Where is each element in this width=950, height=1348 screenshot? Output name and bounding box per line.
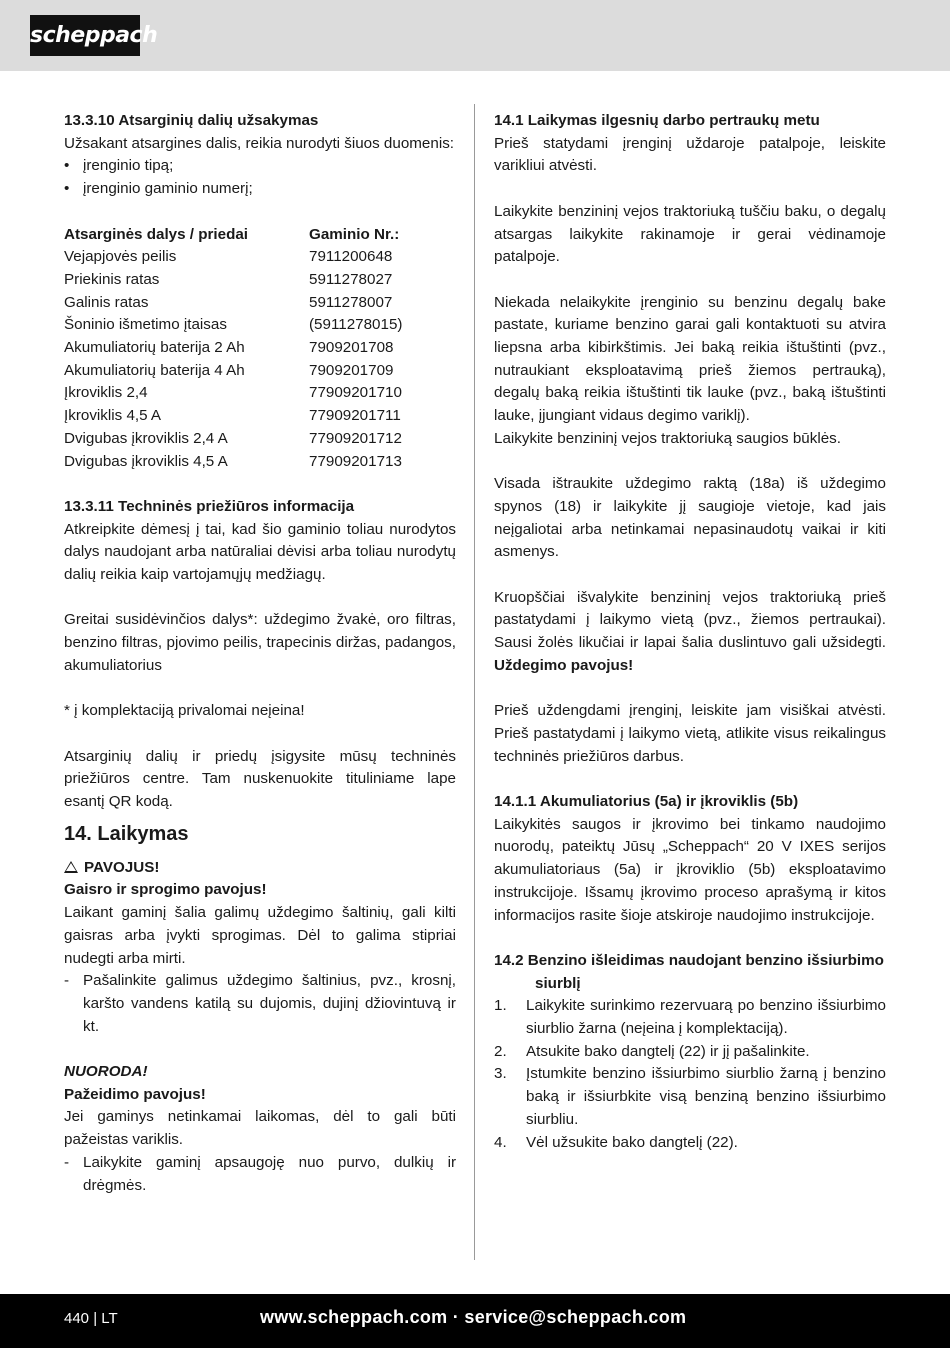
paragraph: Niekada nelaikykite įrenginio su benzinu degalų bake pastate, kuriame benzino garai gali kontaktuoti su atvira liepsna arba kibirkštimis. Jei baką reikia ištuštinti (pvz., nutraukiant eksploatavimą prieš žiemos pertrauką), degalų baką reikia ištuštinti tik lauke (pvz., baką ištuštinti lauke, įjungiant vidaus degimo variklį). xyxy=(494,293,886,425)
part-number: 77909201713 xyxy=(309,452,402,470)
danger-label: PAVOJUS! xyxy=(64,857,456,880)
paragraph: Greitai susidėvinčios dalys*: uždegimo žvakė, oro filtras, benzino filtras, pjovimo peilis, trapecinis diržas, padangos, akumuliatorius xyxy=(64,611,456,674)
paragraph: Jei gaminys netinkamai laikomas, dėl to gali būti pažeistas variklis. xyxy=(64,1108,456,1149)
section-title-battery: 14.1.1 Akumuliatorius (5a) ir įkroviklis (5b) xyxy=(494,793,799,810)
part-name: Įkroviklis 2,4 xyxy=(64,384,148,402)
paragraph: Prieš uždengdami įrenginį, leiskite jam visiškai atvėsti. Prieš pastatydami į laikymo vietą, atlikite visus reikalingus techninės priežiūros darbus. xyxy=(494,702,886,765)
right-column xyxy=(494,110,886,1154)
paragraph: Laikant gaminį šalia galimų uždegimo šaltinių, gali kilti gaisras arba įvykti sprogimas. Dėl to galima stipriai nudegti arba mirti. xyxy=(64,904,456,967)
section-title-petrol-drain: 14.2 Benzino išleidimas naudojant benzino išsiurbimo siurblį xyxy=(494,951,884,992)
paragraph: Laikykite benzininį vejos traktoriuką tuščiu baku, o degalų atsargas laikykite rakinamoje ir gerai vėdinamoje patalpoje. xyxy=(494,202,886,266)
part-name: Šoninio išmetimo įtaisas xyxy=(64,316,227,334)
danger-subtitle: Gaisro ir sprogimo pavojus! xyxy=(64,881,267,899)
numbered-item: 1. Laikykite surinkimo rezervuarą po benzino išsiurbimo siurblio žarna (neįeina į komplektaciją). xyxy=(494,997,886,1038)
part-number: 7909201709 xyxy=(309,361,394,379)
part-name: Akumuliatorių baterija 2 Ah xyxy=(64,339,245,357)
section-title-spare-parts: 13.3.10 Atsarginių dalių užsakymas xyxy=(64,112,319,129)
part-name: Akumuliatorių baterija 4 Ah xyxy=(64,361,245,379)
brand-logo: scheppach xyxy=(30,15,140,56)
numbered-item: 3. Įstumkite benzino išsiurbimo siurblio žarną į benzino baką ir išsiurbkite visą benziną benzino išsiurbimo siurbliu. xyxy=(494,1065,886,1128)
paragraph: Prieš statydami įrenginį uždaroje patalpoje, leiskite varikliui atvėsti. xyxy=(494,134,886,175)
warning-icon xyxy=(64,861,78,873)
page-header xyxy=(0,0,950,71)
paragraph: Atkreipkite dėmesį į tai, kad šio gaminio toliau nurodytos dalys naudojant arba natūraliai dėvisi arba toliau nurodytų dalių reikia kaip vartojamųjų medžiagų. xyxy=(64,520,456,584)
page-number: 440 | LT xyxy=(64,1310,118,1327)
section-title-maintenance: 13.3.11 Techninės priežiūros informacija xyxy=(64,497,355,515)
part-number: 77909201710 xyxy=(309,384,402,402)
part-number: 77909201711 xyxy=(309,407,401,425)
section-title-long-breaks: 14.1 Laikymas ilgesnių darbo pertraukų metu xyxy=(494,112,820,129)
footer-contact-link[interactable]: www.scheppach.com · service@scheppach.com xyxy=(260,1307,687,1327)
dash-item: - Laikykite gaminį apsaugoję nuo purvo, dulkių ir drėgmės. xyxy=(64,1153,456,1194)
parts-header-name: Atsarginės dalys / priedai xyxy=(64,225,249,243)
part-name: Galinis ratas xyxy=(64,293,149,311)
part-number: 77909201712 xyxy=(309,429,402,447)
paragraph: Kruopščiai išvalykite benzininį vejos traktoriuką prieš pastatydami į laikymo vietą (pvz., žiemos pertraukai). Sausi žolės likučiai ir lapai šalia duslintuvo gali užsidegti. Uždegimo pavojus! xyxy=(494,588,886,674)
part-name: Įkroviklis 4,5 A xyxy=(64,407,162,425)
parts-header-number: Gaminio Nr.: xyxy=(309,225,400,243)
page-footer xyxy=(0,1294,950,1348)
note-label: NUORODA! xyxy=(64,1063,148,1081)
part-number: 5911278027 xyxy=(309,270,393,288)
spare-parts-intro: Užsakant atsargines dalis, reikia nurodyti šiuos duomenis: xyxy=(64,134,455,152)
part-name: Dvigubas įkroviklis 4,5 A xyxy=(64,452,228,470)
part-number: 7909201708 xyxy=(309,339,394,357)
bullet-item: • įrenginio gaminio numerį; xyxy=(64,180,253,198)
paragraph: * į komplektaciją privalomai neįeina! xyxy=(64,702,305,720)
part-name: Dvigubas įkroviklis 2,4 A xyxy=(64,429,228,447)
paragraph: Atsarginių dalių ir priedų įsigysite mūsų techninės priežiūros centre. Tam nuskenuokite tituliniame lape esantį QR kodą. xyxy=(64,747,456,811)
paragraph: Visada ištraukite uždegimo raktą (18a) iš uždegimo spynos (18) ir laikykite jį saugioje vietoje, kad jais neįgaliotai arba netinkamai nepasinaudotų vaikai ir kiti asmenys. xyxy=(494,475,886,561)
part-name: Priekinis ratas xyxy=(64,270,160,288)
part-number: (5911278015) xyxy=(309,316,403,334)
left-column xyxy=(64,110,456,1197)
part-name: Vejapjovės peilis xyxy=(64,248,177,266)
column-divider xyxy=(474,104,475,1260)
part-number: 5911278007 xyxy=(309,293,393,311)
numbered-item: 2. Atsukite bako dangtelį (22) ir jį pašalinkite. xyxy=(494,1042,810,1060)
paragraph: Laikykite benzininį vejos traktoriuką saugios būklės. xyxy=(494,429,841,447)
paragraph: Laikykitės saugos ir įkrovimo bei tinkamo naudojimo nuorodų, pateiktų Jūsų „Scheppach“ 20 V IXES serijos akumuliatoriaus (5a) ir įkroviklio (5b) eksploatavimo instrukcijoje. Išsamų įkrovimo proceso aprašymą ir kitos informacijos rasite šioje atskiroje naudojimo instrukcijoje. xyxy=(494,815,886,924)
part-number: 7911200648 xyxy=(309,248,393,266)
chapter-title-storage: 14. Laikymas xyxy=(64,822,189,845)
dash-item: - Pašalinkite galimus uždegimo šaltinius, pvz., krosnį, karšto vandens katilą su dujomis, dujinį džiovintuvą ir kt. xyxy=(64,972,456,1035)
bullet-item: • įrenginio tipą; xyxy=(64,157,174,175)
note-subtitle: Pažeidimo pavojus! xyxy=(64,1085,206,1103)
parts-table xyxy=(64,224,456,474)
numbered-item: 4. Vėl užsukite bako dangtelį (22). xyxy=(494,1133,738,1151)
